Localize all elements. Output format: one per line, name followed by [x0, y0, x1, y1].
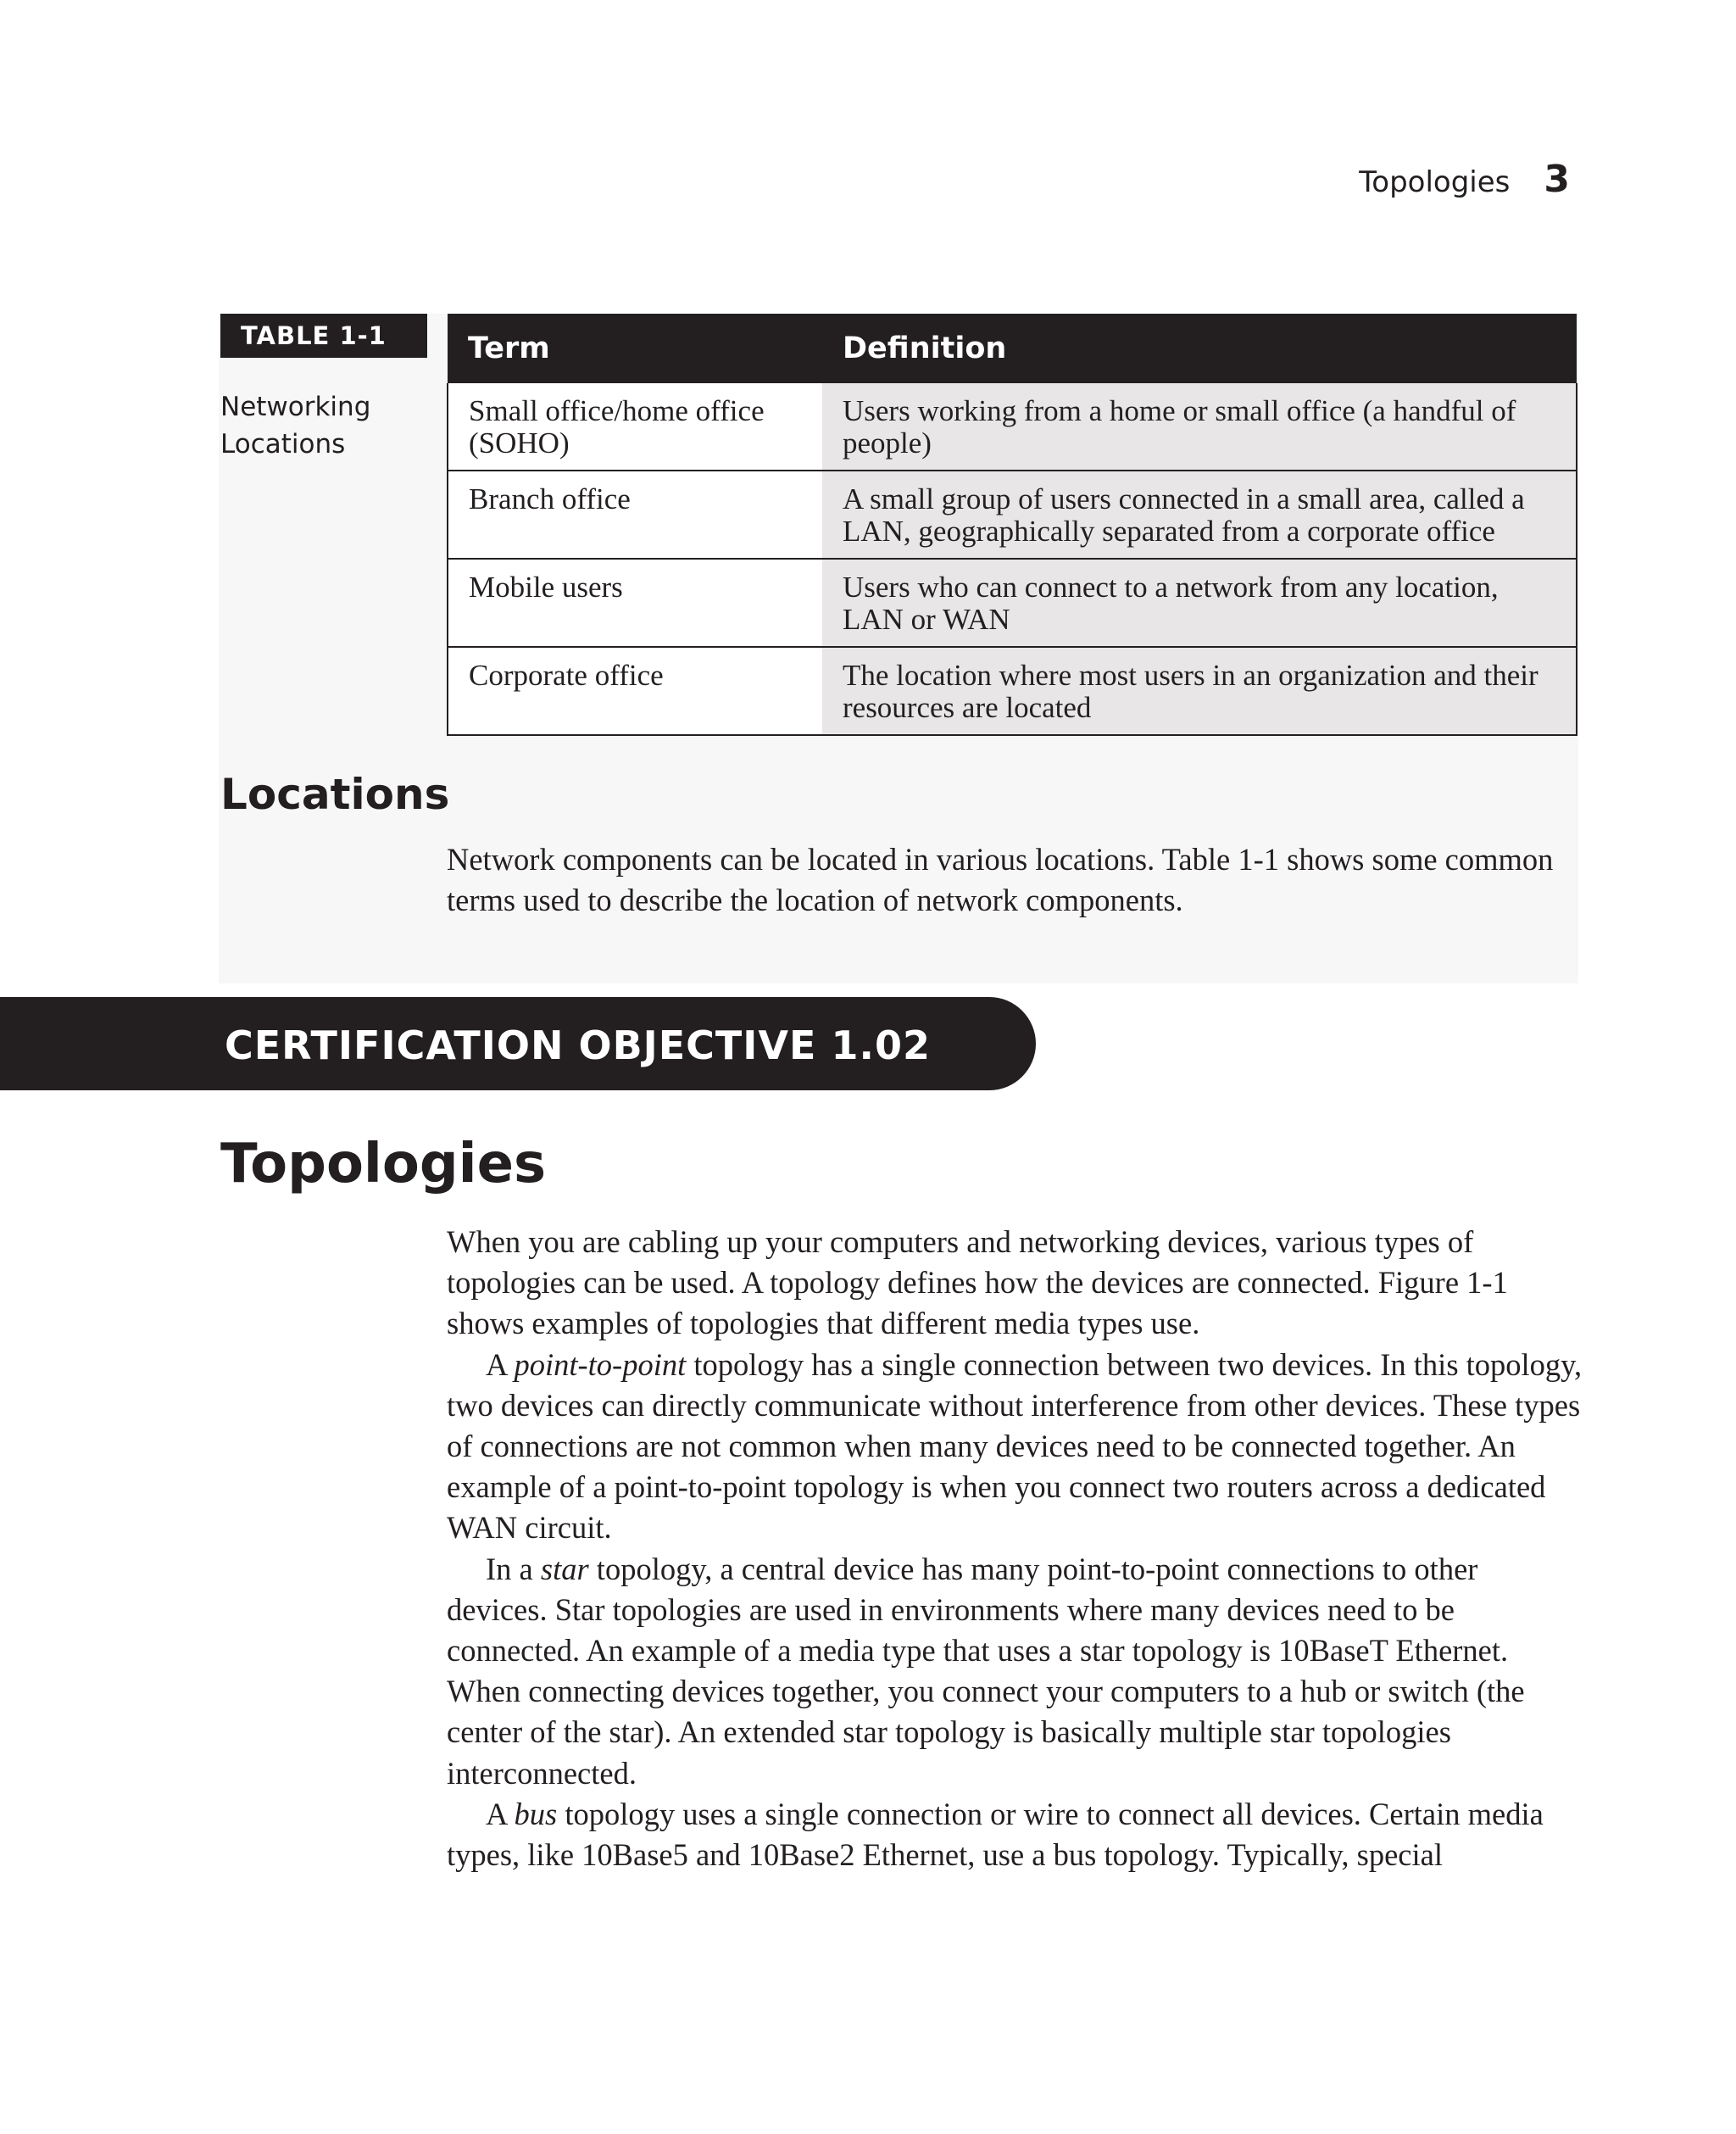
term-cell: Branch office	[448, 471, 822, 559]
table-tag: TABLE 1-1	[220, 314, 427, 358]
table-caption: Networking Locations	[220, 392, 371, 460]
term-cell: Mobile users	[448, 559, 822, 647]
term-cell: Corporate office	[448, 647, 822, 735]
text-run: A	[486, 1346, 515, 1382]
topologies-body	[447, 1222, 1583, 1875]
running-title: Topologies	[1359, 165, 1511, 199]
table-row	[448, 471, 1577, 559]
paragraph: When you are cabling up your computers and networking devices, various types of topologies can be used. A topology defines how the devices are connected. Figure 1-1 shows examples of topologies that different media types use.	[447, 1224, 1508, 1341]
text-run: topology, a central device has many point-to-point connections to other devices. Star topologies are used in environments where many devices need to be connected. An example of a media type that uses a star topology is 10BaseT Ethernet. When connecting devices together, you connect your computers to a hub or switch (the center of the star). An extended star topology is basically multiple star topologies interconnected.	[447, 1551, 1525, 1791]
paragraph	[447, 1345, 1583, 1549]
table-row	[448, 559, 1577, 647]
definition-cell: Users working from a home or small office (a handful of people)	[822, 383, 1577, 471]
text-run: In a	[486, 1551, 541, 1586]
definition-cell: Users who can connect to a network from any location, LAN or WAN	[822, 559, 1577, 647]
text-run: topology has a single connection between two devices. In this topology, two devices can directly communicate without interference from other devices. These types of connections are not common when many devices need to be connected together. An example of a point-to-point topology is when you connect two routers across a dedicated WAN circuit.	[447, 1346, 1583, 1546]
header-definition: Definition	[822, 314, 1577, 383]
text-run: A	[486, 1796, 515, 1831]
locations-paragraph: Network components can be located in various locations. Table 1-1 shows some common terms used to describe the location of network components.	[447, 842, 1554, 917]
table-row	[448, 647, 1577, 735]
definition-cell: A small group of users connected in a small area, called a LAN, geographically separated from a corporate office	[822, 471, 1577, 559]
term-cell: Small office/home office (SOHO)	[448, 383, 822, 471]
locations-heading: Locations	[220, 770, 450, 819]
header-term: Term	[448, 314, 822, 383]
page-number: 3	[1544, 158, 1570, 201]
italic-term: bus	[514, 1796, 558, 1831]
italic-term: star	[540, 1551, 589, 1586]
table-row	[448, 383, 1577, 471]
paragraph	[447, 1549, 1583, 1794]
running-header	[1359, 158, 1570, 201]
networking-locations-table	[447, 314, 1577, 736]
italic-term: point-to-point	[514, 1346, 687, 1382]
topologies-heading: Topologies	[220, 1133, 547, 1195]
definition-cell: The location where most users in an organization and their resources are located	[822, 647, 1577, 735]
paragraph	[447, 1794, 1583, 1875]
certification-label: CERTIFICATION OBJECTIVE 1.02	[225, 1022, 931, 1068]
table-header-row	[448, 314, 1577, 383]
text-run: topology uses a single connection or wire to connect all devices. Certain media types, like 10Base5 and 10Base2 Ethernet, use a bus topology. Typically, special	[447, 1796, 1544, 1873]
